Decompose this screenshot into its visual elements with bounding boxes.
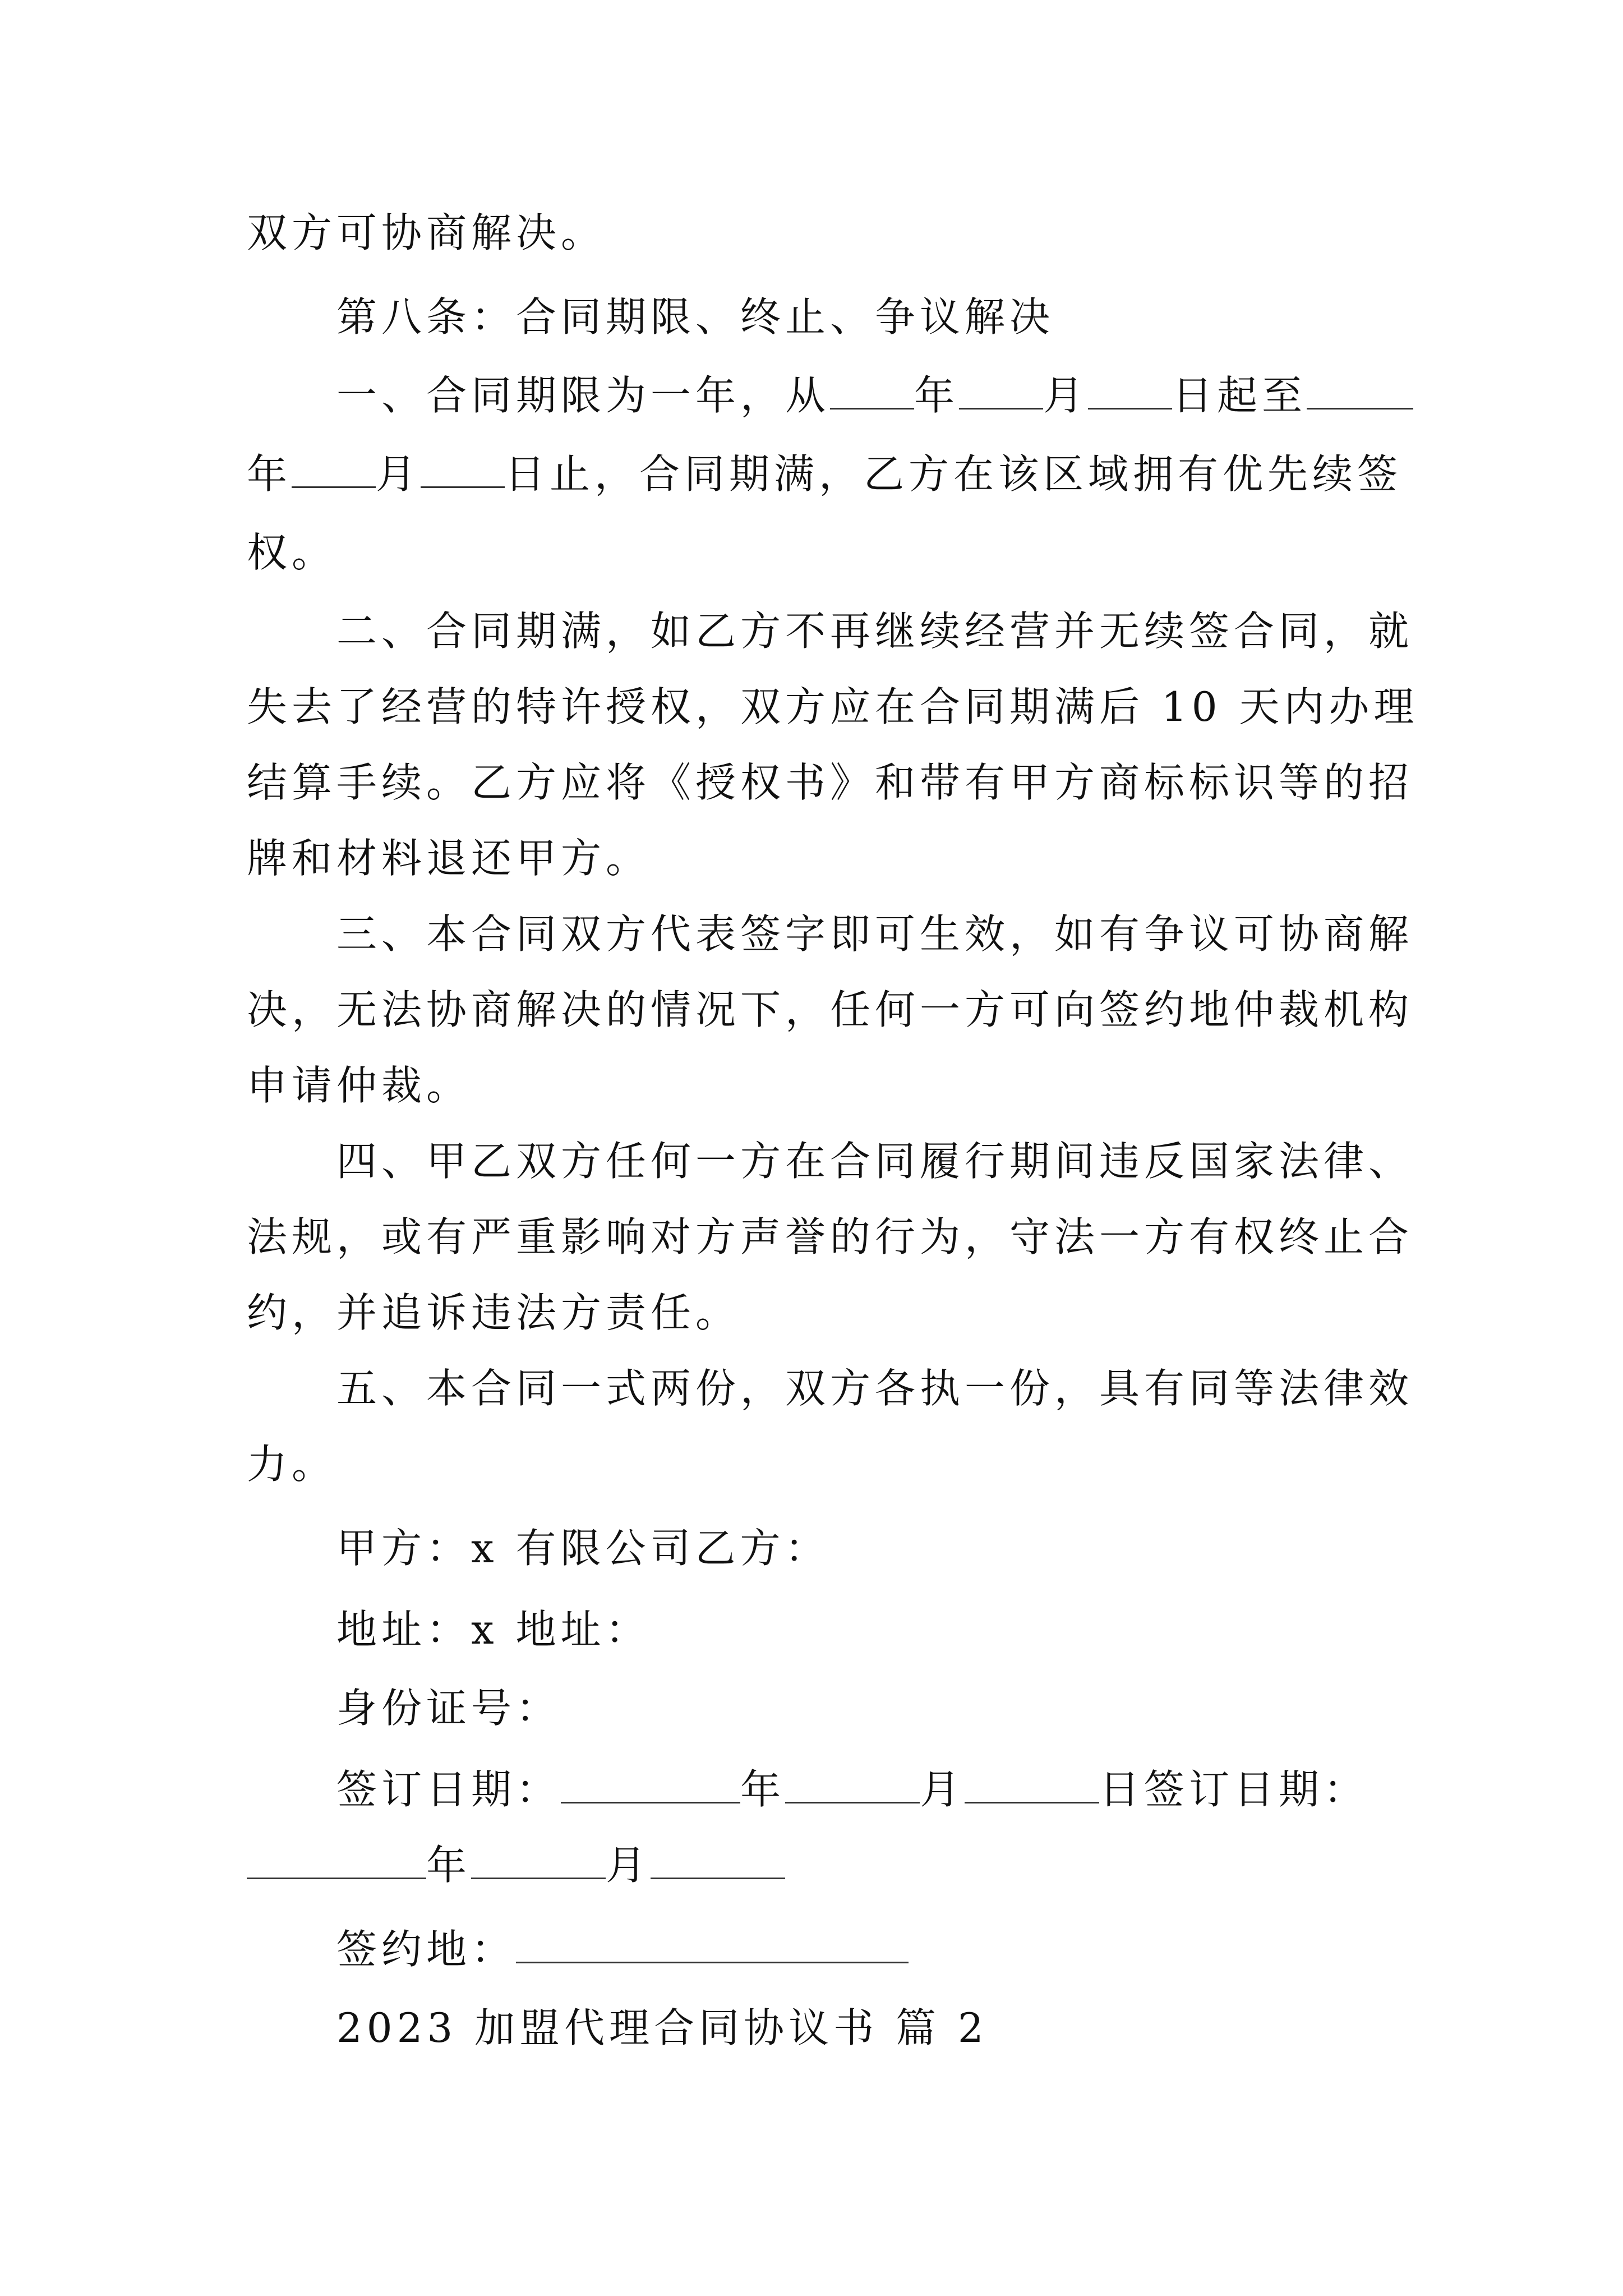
fill-blank — [1307, 372, 1413, 409]
text-line — [247, 446, 1402, 502]
fill-blank — [247, 1842, 426, 1879]
fill-blank — [471, 1842, 606, 1879]
text-fragment: 月 — [376, 450, 421, 498]
text-line: 四、甲乙双方任何一方在合同履行期间违反国家法律、 — [336, 1138, 1414, 1185]
fill-blank — [292, 450, 376, 488]
text-line — [336, 367, 1413, 424]
signing-place-line — [336, 1921, 909, 1977]
fill-blank — [516, 1926, 909, 1963]
text-line: 约，并追诉违法方责任。 — [247, 1289, 741, 1336]
text-fragment: 月 — [920, 1766, 965, 1813]
text-fragment: 签订日期： — [336, 1766, 561, 1813]
text-line: 申请仲裁。 — [247, 1062, 472, 1109]
text-line: 权。 — [247, 529, 337, 576]
text-line: 决，无法协商解决的情况下，任何一方可向签约地仲裁机构 — [247, 986, 1414, 1033]
fill-blank — [651, 1842, 785, 1879]
text-fragment: 签约地： — [336, 1926, 517, 1973]
text-fragment: 日起至 — [1172, 372, 1307, 419]
text-fragment: 月 — [1043, 372, 1089, 419]
text-fragment: 年 — [914, 372, 960, 419]
fill-blank — [959, 372, 1043, 409]
fill-blank — [421, 450, 505, 488]
fill-blank — [965, 1766, 1099, 1803]
section-heading: 2023 加盟代理合同协议书 篇 2 — [336, 2004, 988, 2051]
text-line: 力。 — [247, 1441, 337, 1488]
text-line: 法规，或有严重影响对方声誉的行为，守法一方有权终止合 — [247, 1213, 1414, 1260]
text-fragment: 一、合同期限为一年，从 — [336, 372, 831, 419]
text-line: 双方可协商解决。 — [247, 209, 606, 256]
text-fragment: 日签订日期： — [1099, 1766, 1369, 1813]
signing-date-line — [247, 1837, 785, 1893]
text-line: 结算手续。乙方应将《授权书》和带有甲方商标标识等的招 — [247, 759, 1414, 806]
fill-blank — [1088, 372, 1172, 409]
text-fragment: 日止，合同期满，乙方在该区域拥有优先续签 — [505, 450, 1403, 498]
text-line: 二、合同期满，如乙方不再继续经营并无续签合同，就 — [336, 608, 1414, 655]
text-fragment: 年 — [247, 450, 292, 498]
signing-date-line — [336, 1761, 1368, 1818]
fill-blank — [785, 1766, 920, 1803]
fill-blank — [830, 372, 914, 409]
text-fragment: 年 — [740, 1766, 786, 1813]
fill-blank — [561, 1766, 740, 1803]
address-line: 地址：x 地址： — [336, 1606, 651, 1653]
article-heading: 第八条：合同期限、终止、争议解决 — [336, 293, 1055, 341]
text-line: 失去了经营的特许授权，双方应在合同期满后 10 天内办理 — [247, 683, 1419, 730]
text-fragment: 年 — [426, 1842, 472, 1889]
text-fragment: 月 — [606, 1842, 651, 1889]
text-line: 牌和材料退还甲方。 — [247, 835, 651, 882]
party-a-line: 甲方：x 有限公司乙方： — [336, 1525, 830, 1572]
text-line: 三、本合同双方代表签字即可生效，如有争议可协商解 — [336, 910, 1414, 958]
text-line: 五、本合同一式两份，双方各执一份，具有同等法律效 — [336, 1365, 1414, 1412]
id-number-line: 身份证号： — [336, 1685, 561, 1732]
